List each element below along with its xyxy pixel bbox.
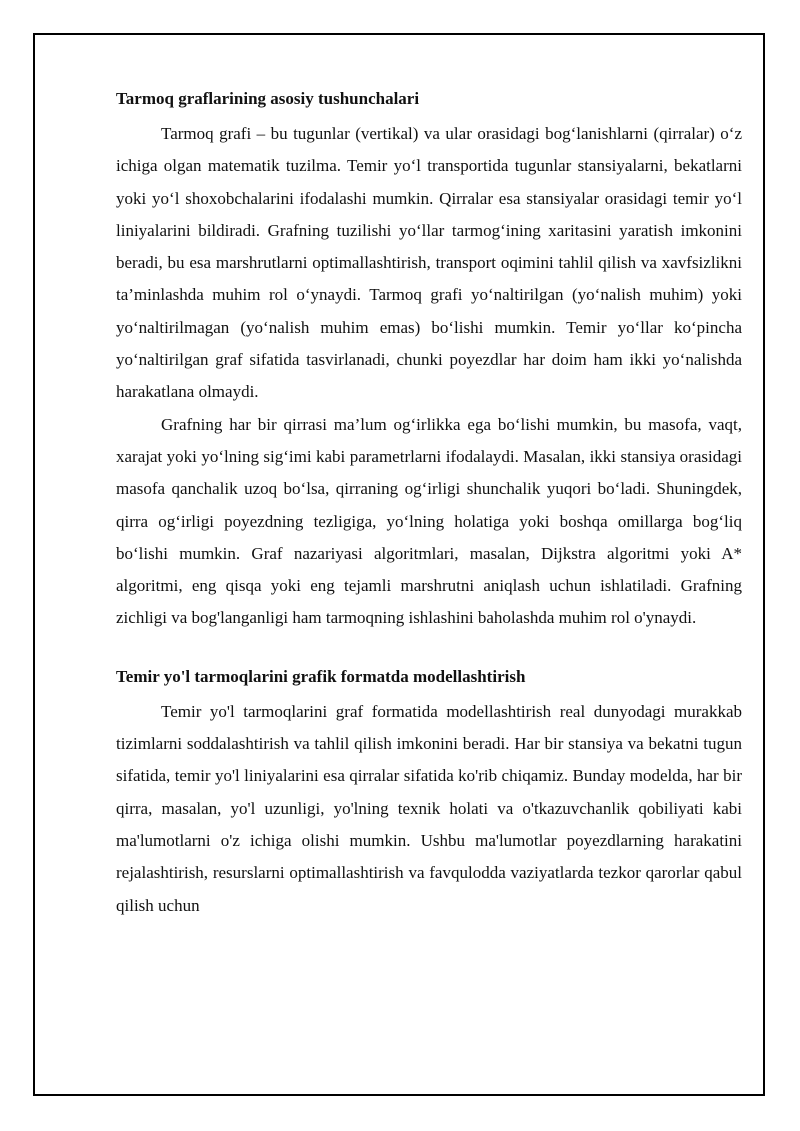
paragraph-edge-weights: Grafning har bir qirrasi ma’lum og‘irlikka ega bo‘lishi mumkin, bu masofa, vaqt, xarajat yoki yo‘lning sig‘imi kabi parametrlarni ifodalaydi. Masalan, ikki stansiya orasidagi masofa qanchalik uzoq bo‘lsa, qirraning og‘irligi shunchalik yuqori bo‘ladi. Shuningdek, qirra og‘irligi poyezdning tezligiga, yo‘lning holatiga yoki boshqa omillarga bog‘liq bo‘lishi mumkin. Graf nazariyasi algoritmlari, masalan, Dijkstra algoritmi yoki A* algoritmi, eng qisqa yoki eng tejamli marshrutni aniqlash uchun ishlatiladi. Grafning zichligi va bog'langanligi ham tarmoqning ishlashini baholashda muhim rol o'ynaydi.	[116, 414, 742, 628]
section-heading-network-graph-basics: Tarmoq graflarining asosiy tushunchalari	[116, 89, 420, 108]
paragraph-railway-graph-modeling: Temir yo'l tarmoqlarini graf formatida modellashtirish real dunyodagi murakkab tizimlarni soddalashtirish va tahlil qilish imkonini beradi. Har bir stansiya va bekatni tugun sifatida, temir yo'l liniyalarini esa qirralar sifatida ko'rib chiqamiz. Bunday modelda, har bir qirra, masalan, yo'l uzunligi, yo'lning texnik holati va o'tkazuvchanlik qobiliyati kabi ma'lumotlarni o'z ichiga olishi mumkin. Ushbu ma'lumotlar poyezdlarning harakatini rejalashtirish, resurslarni optimallashtirish va favqulodda vaziyatlarda tezkor qarorlar qabul qilish uchun	[116, 701, 742, 915]
paragraph-graph-definition: Tarmoq grafi – bu tugunlar (vertikal) va ular orasidagi bog‘lanishlarni (qirralar) o‘z ichiga olgan matematik tuzilma. Temir yo‘l transportida tugunlar stansiyalarni, bekatlarni yoki yo‘l shoxobchalarini ifodalashi mumkin. Qirralar esa stansiyalar orasidagi temir yo‘l liniyalarini bildiradi. Grafning tuzilishi yo‘llar tarmog‘ining xaritasini yaratish imkonini beradi, bu esa marshrutlarni optimallashtirish, transport oqimini tahlil qilish va xavfsizlikni ta’minlashda muhim rol o‘ynaydi. Tarmoq grafi yo‘naltirilgan (yo‘nalish muhim) yoki yo‘naltirilmagan (yo‘nalish muhim emas) bo‘lishi mumkin. Temir yo‘llar ko‘pincha yo‘naltirilgan graf sifatida tasvirlanadi, chunki poyezdlar har doim ham ikki yo‘nalishda harakatlana olmaydi.	[116, 124, 742, 402]
section-heading-railway-modeling: Temir yo'l tarmoqlarini grafik formatda modellashtirish	[116, 666, 526, 686]
section-spacer	[116, 635, 742, 662]
document-body	[116, 84, 742, 922]
